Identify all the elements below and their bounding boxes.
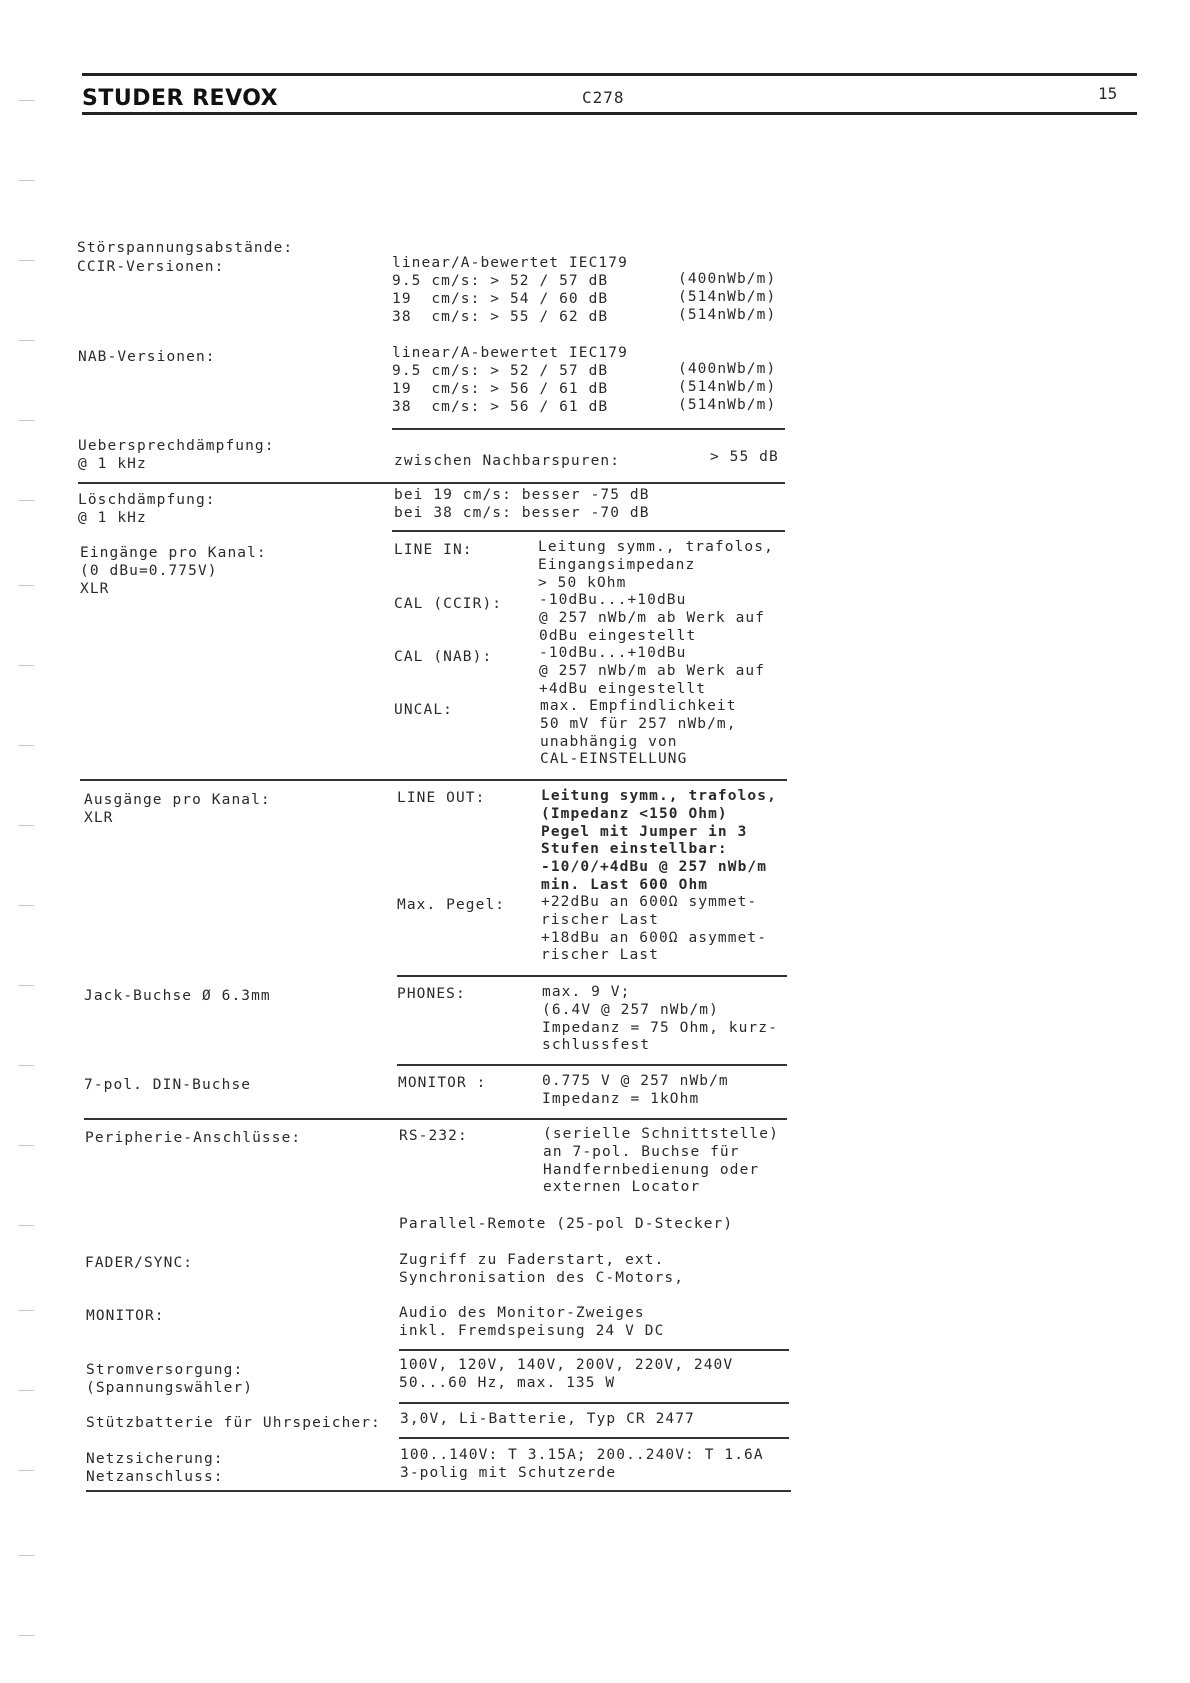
crosstalk-value: > 55 dB xyxy=(710,449,779,465)
nab-row: 9.5 cm/s: > 52 / 57 dB xyxy=(392,363,609,379)
output-value: Leitung symm., trafolos, (Impedanz <150 Ohm) Pegel mit Jumper in 3 Stufen einstellbar: -10/0/+4dBu @ 257 nWb/m min. Last 600 Ohm xyxy=(541,788,777,893)
margin-mark xyxy=(18,260,34,261)
fader-label: FADER/SYNC: xyxy=(85,1255,194,1271)
nab-method: linear/A-bewertet IEC179 xyxy=(392,345,628,361)
power-value: 100V, 120V, 140V, 200V, 220V, 240V 50...60 Hz, max. 135 W xyxy=(399,1357,734,1391)
inputs-label: Eingänge pro Kanal: (0 dBu=0.775V) XLR xyxy=(80,545,267,597)
section-divider xyxy=(84,1118,787,1120)
output-key: LINE OUT: xyxy=(397,790,486,806)
monitor-out-key: MONITOR : xyxy=(398,1075,487,1091)
fader-value: Zugriff zu Faderstart, ext. Synchronisation des C-Motors, xyxy=(399,1252,685,1286)
margin-mark xyxy=(18,1470,34,1471)
nab-ref: (514nWb/m) xyxy=(678,379,777,395)
input-value: max. Empfindlichkeit 50 mV für 257 nWb/m, unabhängig von CAL-EINSTELLUNG xyxy=(540,698,737,768)
margin-mark xyxy=(18,665,34,666)
margin-mark xyxy=(18,420,34,421)
nab-ref: (514nWb/m) xyxy=(678,397,777,413)
input-key: UNCAL: xyxy=(394,702,453,718)
fuse-value: 100..140V: T 3.15A; 200..240V: T 1.6A 3-polig mit Schutzerde xyxy=(400,1447,764,1481)
erase-text: bei 19 cm/s: besser -75 dB bei 38 cm/s: besser -70 dB xyxy=(394,487,650,521)
battery-label: Stützbatterie für Uhrspeicher: xyxy=(86,1415,381,1431)
section-divider xyxy=(78,482,785,484)
margin-mark xyxy=(18,100,34,101)
margin-mark xyxy=(18,745,34,746)
input-value: Leitung symm., trafolos, Eingangsimpedanz > 50 kOhm xyxy=(538,539,774,591)
section-divider xyxy=(392,428,785,430)
noise-label: Störspannungsabstände: xyxy=(77,240,294,256)
monitor-out-value: 0.775 V @ 257 nWb/m Impedanz = 1kOhm xyxy=(542,1073,729,1107)
erase-label: Löschdämpfung: @ 1 kHz xyxy=(78,492,216,526)
margin-mark xyxy=(18,985,34,986)
peripherals-label: Peripherie-Anschlüsse: xyxy=(85,1130,302,1146)
phones-label: Jack-Buchse Ø 6.3mm xyxy=(84,988,271,1004)
battery-value: 3,0V, Li-Batterie, Typ CR 2477 xyxy=(400,1411,695,1427)
margin-mark xyxy=(18,340,34,341)
monitor-out-label: 7-pol. DIN-Buchse xyxy=(84,1077,252,1093)
ccir-ref: (514nWb/m) xyxy=(678,307,777,323)
input-value: -10dBu...+10dBu @ 257 nWb/m ab Werk auf +4dBu eingestellt xyxy=(539,645,766,697)
margin-mark xyxy=(18,1555,34,1556)
margin-mark xyxy=(18,1390,34,1391)
brand-logo: STUDER REVOX xyxy=(82,86,279,111)
phones-key: PHONES: xyxy=(397,986,466,1002)
phones-value: max. 9 V; (6.4V @ 257 nWb/m) Impedanz = 75 Ohm, kurz- schlussfest xyxy=(542,984,778,1054)
rs232-value: (serielle Schnittstelle) an 7-pol. Buchse für Handfernbedienung oder externen Locator xyxy=(543,1126,779,1196)
input-key: CAL (NAB): xyxy=(394,649,493,665)
ccir-method: linear/A-bewertet IEC179 xyxy=(392,255,628,271)
section-divider xyxy=(399,1437,789,1439)
crosstalk-label: Uebersprechdämpfung: @ 1 kHz xyxy=(78,438,275,472)
crosstalk-text: zwischen Nachbarspuren: xyxy=(394,453,621,469)
ccir-row: 38 cm/s: > 55 / 62 dB xyxy=(392,309,609,325)
header-bottom-rule xyxy=(82,112,1137,115)
fuse-label: Netzsicherung: Netzanschluss: xyxy=(86,1451,224,1485)
nab-ref: (400nWb/m) xyxy=(678,361,777,377)
power-label: Stromversorgung: (Spannungswähler) xyxy=(86,1362,254,1396)
margin-mark xyxy=(18,1145,34,1146)
margin-mark xyxy=(18,1310,34,1311)
page-number: 15 xyxy=(1098,84,1118,103)
monitor-label: MONITOR: xyxy=(86,1308,165,1324)
nab-label: NAB-Versionen: xyxy=(78,349,216,365)
header-top-rule xyxy=(82,73,1137,76)
section-divider xyxy=(80,779,787,781)
ccir-ref: (400nWb/m) xyxy=(678,271,777,287)
margin-mark xyxy=(18,500,34,501)
margin-mark xyxy=(18,585,34,586)
section-divider xyxy=(397,1064,787,1066)
output-value: +22dBu an 600Ω symmet- rischer Last +18dBu an 600Ω asymmet- rischer Last xyxy=(541,894,768,964)
input-value: -10dBu...+10dBu @ 257 nWb/m ab Werk auf 0dBu eingestellt xyxy=(539,592,766,644)
output-key: Max. Pegel: xyxy=(397,897,506,913)
ccir-row: 9.5 cm/s: > 52 / 57 dB xyxy=(392,273,609,289)
section-divider xyxy=(392,530,785,532)
ccir-label: CCIR-Versionen: xyxy=(77,259,225,275)
model-number: C278 xyxy=(582,88,625,107)
rs232-key: RS-232: xyxy=(399,1128,468,1144)
nab-row: 19 cm/s: > 56 / 61 dB xyxy=(392,381,609,397)
ccir-row: 19 cm/s: > 54 / 60 dB xyxy=(392,291,609,307)
margin-mark xyxy=(18,1225,34,1226)
section-divider xyxy=(399,1402,789,1404)
outputs-label: Ausgänge pro Kanal: XLR xyxy=(84,792,271,826)
input-key: CAL (CCIR): xyxy=(394,596,503,612)
nab-row: 38 cm/s: > 56 / 61 dB xyxy=(392,399,609,415)
margin-mark xyxy=(18,905,34,906)
monitor-value: Audio des Monitor-Zweiges inkl. Fremdspeisung 24 V DC xyxy=(399,1305,665,1339)
parallel-remote: Parallel-Remote (25-pol D-Stecker) xyxy=(399,1216,734,1232)
margin-mark xyxy=(18,825,34,826)
margin-mark xyxy=(18,1635,34,1636)
margin-mark xyxy=(18,180,34,181)
section-divider xyxy=(399,1349,789,1351)
ccir-ref: (514nWb/m) xyxy=(678,289,777,305)
input-key: LINE IN: xyxy=(394,542,473,558)
section-divider xyxy=(397,975,787,977)
margin-mark xyxy=(18,1065,34,1066)
section-divider xyxy=(86,1490,791,1492)
